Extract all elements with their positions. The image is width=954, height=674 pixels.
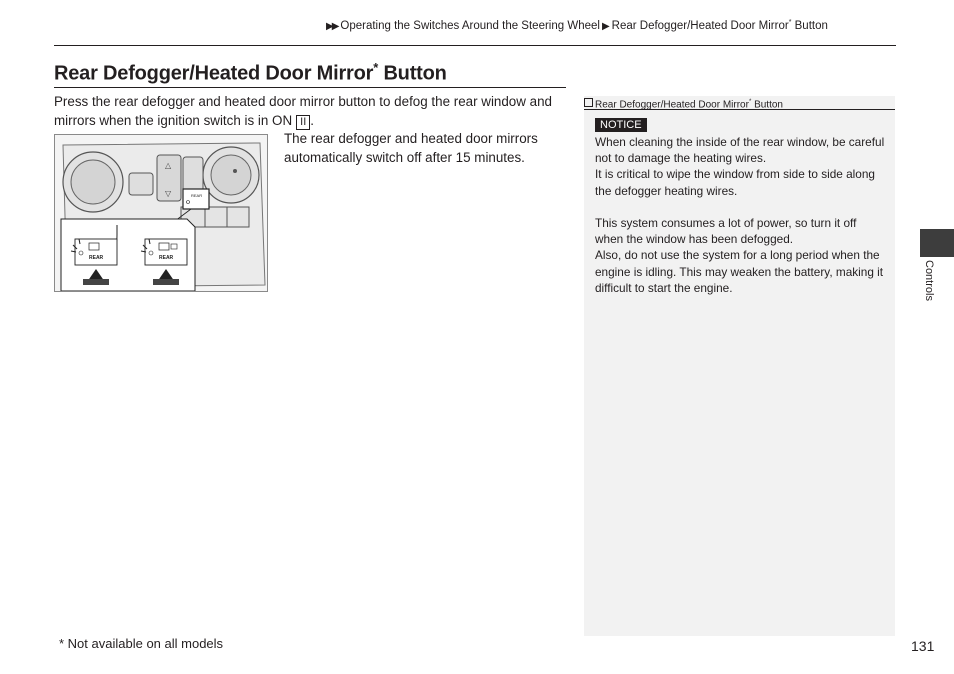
notice-badge: NOTICE [595,118,647,132]
page-title [54,60,447,86]
sidebar-heading-suffix: Button [754,99,783,111]
header-divider [54,45,896,46]
sidebar-heading [584,96,895,110]
instruction-paragraph [54,92,566,130]
double-triangle-icon: ▶▶ [326,20,338,32]
reference-box-icon [584,98,593,107]
breadcrumb-current: Rear Defogger/Heated Door Mirror [611,19,789,32]
breadcrumb [326,19,896,32]
footnote: * Not available on all models [59,636,224,651]
notice-line-1: When cleaning the inside of the rear window, be careful not to damage the heating wires. [595,135,885,166]
title-divider [54,87,566,88]
notice-line-2: It is critical to wipe the window from side to side along the defogger heating wires. [595,167,875,198]
svg-text:▽: ▽ [165,189,172,198]
sidebar-heading-text: Rear Defogger/Heated Door Mirror [595,99,749,111]
notice-text [595,134,885,199]
page-title-asterisk: * [373,60,379,75]
defogger-button-illustration [54,134,268,292]
instruction-text-end: . [310,113,314,128]
section-tab-label: Controls [923,260,935,301]
svg-text:△: △ [165,161,172,170]
page-title-suffix: Button [383,62,447,85]
sidebar-notes [584,96,895,636]
instruction-text: Press the rear defogger and heated door mirror button to defog the rear window and mirrors when the ignition switch is in ON [54,94,552,128]
dashboard-panel-drawing [55,135,267,291]
rear-defogger-button[interactable] [183,189,209,209]
power-consumption-text [595,215,885,296]
triangle-separator-icon: ▶ [601,20,610,32]
rear-label-2: REAR [159,255,174,261]
rear-label-1: REAR [89,255,104,261]
breadcrumb-current-suffix: Button [794,19,828,32]
power-line-1: This system consumes a lot of power, so turn it off when the window has been defogged. [595,216,857,247]
breadcrumb-asterisk: * [788,19,792,26]
page-title-main: Rear Defogger/Heated Door Mirror [54,62,374,85]
rear-label-small: REAR [191,193,203,198]
power-line-2: Also, do not use the system for a long period when the engine is idling. This may weaken the battery, making it difficult to start the engine. [595,248,884,295]
page-number: 131 [911,638,935,654]
section-tab[interactable] [920,229,954,257]
auto-off-paragraph: The rear defogger and heated door mirrors automatically switch off after 15 minutes. [284,131,538,165]
ignition-on-position-badge: II [296,115,310,130]
sidebar-heading-asterisk: * [748,99,752,105]
breadcrumb-section[interactable]: Operating the Switches Around the Steering Wheel [340,19,600,32]
